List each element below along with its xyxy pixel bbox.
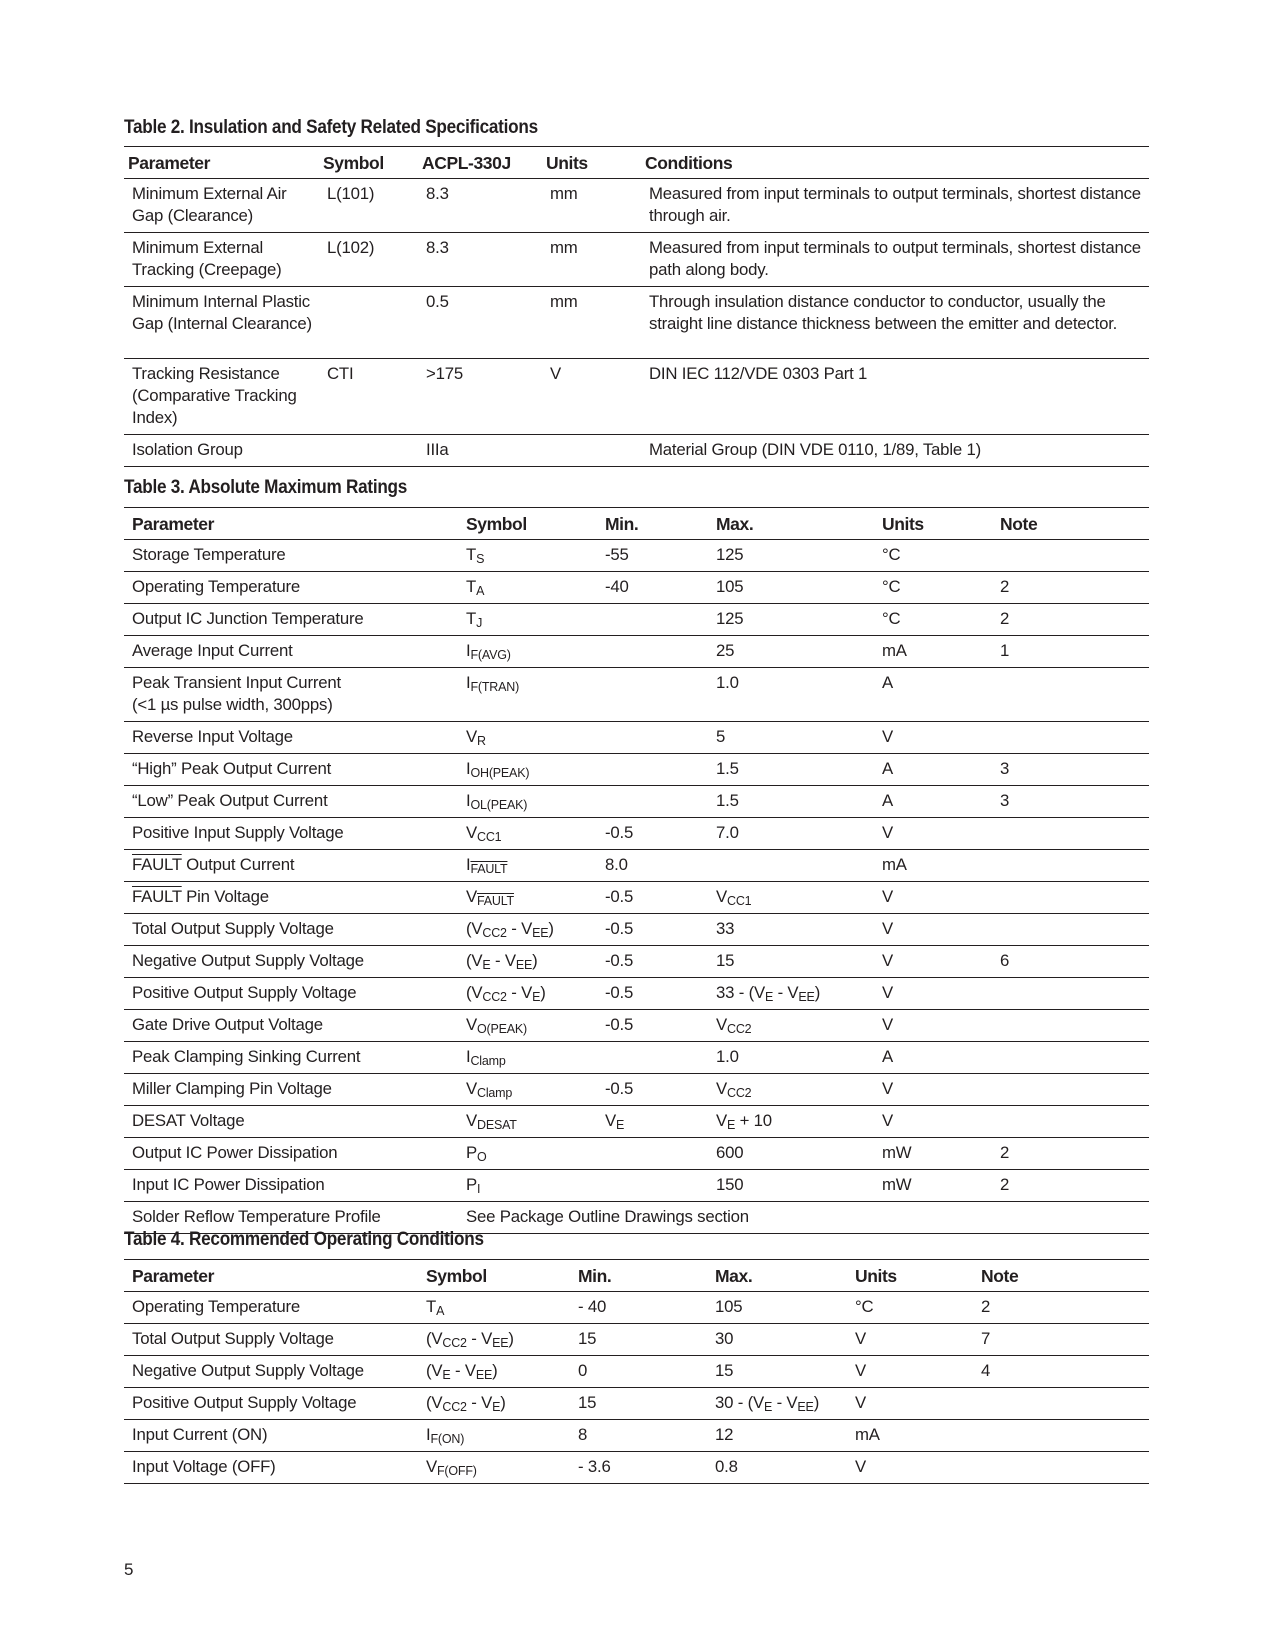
table-row [124, 1010, 1149, 1042]
cell-units: A [874, 668, 992, 722]
cell-value: 0.5 [418, 287, 542, 359]
page-number: 5 [124, 1560, 134, 1579]
cell-units: V [874, 1074, 992, 1106]
cell-parameter: Miller Clamping Pin Voltage [124, 1074, 458, 1106]
cell-parameter: Output IC Power Dissipation [124, 1138, 458, 1170]
cell-min: -0.5 [597, 1010, 708, 1042]
cell-parameter: Total Output Supply Voltage [124, 914, 458, 946]
table-row [124, 914, 1149, 946]
cell-max: $V_E + 10$ [708, 1106, 874, 1138]
cell-max: $30 - (V_E - V_{EE})$ [707, 1388, 847, 1420]
cell-min [597, 1170, 708, 1202]
cell-units: V [847, 1452, 973, 1484]
table4-title: Table 4. Recommended Operating Conditions [124, 1228, 484, 1250]
cell-note [992, 1074, 1149, 1106]
table-row [124, 946, 1149, 978]
cell-symbol: $(V_{CC2} - V_{EE})$ [458, 914, 597, 946]
cell-units: V [874, 946, 992, 978]
column-header-max: Max. [707, 1260, 847, 1292]
cell-value: 8.3 [418, 233, 542, 287]
table-row [124, 604, 1149, 636]
cell-symbol: $(V_{CC2} - V_E)$ [458, 978, 597, 1010]
cell-min: 8 [570, 1420, 707, 1452]
cell-units: V [542, 359, 641, 435]
table-row [124, 179, 1149, 233]
cell-min: 15 [570, 1324, 707, 1356]
cell-symbol: $P_I$ [458, 1170, 597, 1202]
cell-units: V [874, 818, 992, 850]
cell-min [597, 786, 708, 818]
cell-symbol: CTI [319, 359, 418, 435]
cell-symbol: $T_A$ [418, 1292, 570, 1324]
cell-units: mm [542, 179, 641, 233]
cell-note: 2 [992, 1170, 1149, 1202]
column-header-note: Note [992, 508, 1149, 540]
cell-max: 105 [708, 572, 874, 604]
cell-symbol: $I_{Clamp}$ [458, 1042, 597, 1074]
cell-note [992, 1010, 1149, 1042]
table3-title: Table 3. Absolute Maximum Ratings [124, 476, 408, 498]
cell-max: 0.8 [707, 1452, 847, 1484]
cell-conditions: Measured from input terminals to output terminals, shortest distance path along body. [641, 233, 1149, 287]
table-row [124, 1106, 1149, 1138]
cell-min: -55 [597, 540, 708, 572]
column-header-units: Units [542, 147, 641, 179]
cell-parameter: Minimum Internal Plastic Gap (Internal Clearance) [124, 287, 319, 359]
cell-note [992, 540, 1149, 572]
table-row [124, 882, 1149, 914]
cell-units: V [874, 1106, 992, 1138]
cell-min: - 3.6 [570, 1452, 707, 1484]
cell-symbol: L(101) [319, 179, 418, 233]
cell-symbol: $T_A$ [458, 572, 597, 604]
cell-max: 15 [707, 1356, 847, 1388]
cell-symbol: $V_{F(OFF)}$ [418, 1452, 570, 1484]
cell-symbol: $(V_E - V_{EE})$ [458, 946, 597, 978]
table-row [124, 233, 1149, 287]
cell-parameter: Minimum External Tracking (Creepage) [124, 233, 319, 287]
cell-note-spanning: See Package Outline Drawings section [458, 1202, 1149, 1234]
table-row [124, 722, 1149, 754]
cell-min: 0 [570, 1356, 707, 1388]
cell-note: 3 [992, 786, 1149, 818]
cell-units: V [847, 1356, 973, 1388]
cell-min [597, 1138, 708, 1170]
cell-symbol: $I_{F(AVG)}$ [458, 636, 597, 668]
cell-max: 12 [707, 1420, 847, 1452]
cell-symbol: $I_{FAULT}$ [458, 850, 597, 882]
cell-parameter: DESAT Voltage [124, 1106, 458, 1138]
cell-note [992, 668, 1149, 722]
cell-symbol: $(V_{CC2} - V_E)$ [418, 1388, 570, 1420]
table-row [124, 850, 1149, 882]
column-header-max: Max. [708, 508, 874, 540]
column-header-conditions: Conditions [641, 147, 1149, 179]
column-header-min: Min. [597, 508, 708, 540]
cell-min [597, 668, 708, 722]
cell-units: °C [874, 572, 992, 604]
cell-note [992, 818, 1149, 850]
cell-min: 15 [570, 1388, 707, 1420]
cell-max: 150 [708, 1170, 874, 1202]
cell-note: 2 [992, 604, 1149, 636]
column-header-symbol: Symbol [319, 147, 418, 179]
cell-units: mm [542, 287, 641, 359]
table-row [124, 786, 1149, 818]
cell-units: mW [874, 1138, 992, 1170]
cell-parameter: Operating Temperature [124, 572, 458, 604]
table-row [124, 818, 1149, 850]
table-row [124, 1292, 1149, 1324]
table-row [124, 1388, 1149, 1420]
cell-note [973, 1388, 1149, 1420]
cell-parameter: Total Output Supply Voltage [124, 1324, 418, 1356]
cell-max: 7.0 [708, 818, 874, 850]
cell-note: 3 [992, 754, 1149, 786]
cell-note: 2 [992, 572, 1149, 604]
table-row [124, 572, 1149, 604]
cell-units: V [847, 1324, 973, 1356]
table-body [124, 179, 1149, 467]
cell-units: mA [874, 636, 992, 668]
cell-symbol: $(V_E - V_{EE})$ [418, 1356, 570, 1388]
table-row [124, 1042, 1149, 1074]
table-header-row [124, 147, 1149, 179]
table-row [124, 978, 1149, 1010]
cell-parameter: Reverse Input Voltage [124, 722, 458, 754]
cell-note [973, 1452, 1149, 1484]
cell-note: 7 [973, 1324, 1149, 1356]
cell-note [992, 850, 1149, 882]
cell-min: -0.5 [597, 978, 708, 1010]
table-row [124, 1452, 1149, 1484]
cell-conditions: Measured from input terminals to output terminals, shortest distance through air. [641, 179, 1149, 233]
cell-max: 1.5 [708, 786, 874, 818]
column-header-min: Min. [570, 1260, 707, 1292]
cell-note [992, 1042, 1149, 1074]
cell-symbol: $(V_{CC2} - V_{EE})$ [418, 1324, 570, 1356]
table-body [124, 540, 1149, 1234]
cell-symbol: $T_J$ [458, 604, 597, 636]
table4-recommended-operating-conditions [124, 1259, 1149, 1484]
cell-conditions: Material Group (DIN VDE 0110, 1/89, Table 1) [641, 435, 1149, 467]
column-header-symbol: Symbol [458, 508, 597, 540]
cell-max: 1.5 [708, 754, 874, 786]
cell-symbol: $T_S$ [458, 540, 597, 572]
table-row [124, 1420, 1149, 1452]
table-header-row [124, 1260, 1149, 1292]
cell-max [708, 850, 874, 882]
cell-note [973, 1420, 1149, 1452]
cell-units: A [874, 754, 992, 786]
cell-min: -40 [597, 572, 708, 604]
cell-min: -0.5 [597, 946, 708, 978]
cell-note [992, 882, 1149, 914]
column-header-parameter: Parameter [124, 1260, 418, 1292]
cell-symbol [319, 287, 418, 359]
cell-note: 6 [992, 946, 1149, 978]
table-row [124, 540, 1149, 572]
cell-value: 8.3 [418, 179, 542, 233]
cell-note [992, 914, 1149, 946]
cell-units: A [874, 1042, 992, 1074]
table-row [124, 1138, 1149, 1170]
cell-parameter: Positive Input Supply Voltage [124, 818, 458, 850]
cell-parameter: Negative Output Supply Voltage [124, 946, 458, 978]
column-header-units: Units [847, 1260, 973, 1292]
cell-max: 600 [708, 1138, 874, 1170]
cell-symbol: $V_{CC1}$ [458, 818, 597, 850]
cell-note: 1 [992, 636, 1149, 668]
table-row [124, 1324, 1149, 1356]
cell-units: V [847, 1388, 973, 1420]
table2-title: Table 2. Insulation and Safety Related Specifications [124, 116, 538, 138]
cell-units: V [874, 882, 992, 914]
cell-units: V [874, 978, 992, 1010]
cell-units: °C [874, 540, 992, 572]
cell-note [992, 978, 1149, 1010]
cell-note: 4 [973, 1356, 1149, 1388]
column-header-symbol: Symbol [418, 1260, 570, 1292]
cell-parameter: Output IC Junction Temperature [124, 604, 458, 636]
cell-conditions: Through insulation distance conductor to conductor, usually the straight line distance thickness between the emitter and detector. [641, 287, 1149, 359]
cell-max: 33 [708, 914, 874, 946]
cell-symbol: $P_O$ [458, 1138, 597, 1170]
cell-units: mA [874, 850, 992, 882]
cell-min: 8.0 [597, 850, 708, 882]
cell-max: $V_{CC1}$ [708, 882, 874, 914]
cell-parameter: Peak Clamping Sinking Current [124, 1042, 458, 1074]
cell-value: IIIa [418, 435, 542, 467]
cell-units [542, 435, 641, 467]
cell-min: - 40 [570, 1292, 707, 1324]
cell-units: °C [874, 604, 992, 636]
cell-min [597, 722, 708, 754]
cell-max: 15 [708, 946, 874, 978]
table-row [124, 287, 1149, 359]
cell-value: >175 [418, 359, 542, 435]
cell-units: mA [847, 1420, 973, 1452]
cell-min [597, 754, 708, 786]
cell-symbol: $V_{Clamp}$ [458, 1074, 597, 1106]
cell-min [597, 1042, 708, 1074]
table3-absolute-maximum-ratings [124, 507, 1149, 1234]
cell-parameter: Negative Output Supply Voltage [124, 1356, 418, 1388]
cell-min: -0.5 [597, 882, 708, 914]
cell-min [597, 604, 708, 636]
cell-units: °C [847, 1292, 973, 1324]
cell-parameter: Solder Reflow Temperature Profile [124, 1202, 458, 1234]
cell-parameter: Input Voltage (OFF) [124, 1452, 418, 1484]
cell-symbol: $I_{F(TRAN)}$ [458, 668, 597, 722]
table-row [124, 636, 1149, 668]
table-row [124, 359, 1149, 435]
cell-symbol: $V_{FAULT}$ [458, 882, 597, 914]
cell-parameter: “High” Peak Output Current [124, 754, 458, 786]
cell-parameter: FAULT Output Current [124, 850, 458, 882]
cell-parameter: Operating Temperature [124, 1292, 418, 1324]
table-body [124, 1292, 1149, 1484]
cell-max: 1.0 [708, 1042, 874, 1074]
cell-note: 2 [992, 1138, 1149, 1170]
cell-conditions: DIN IEC 112/VDE 0303 Part 1 [641, 359, 1149, 435]
table-row [124, 1074, 1149, 1106]
column-header-parameter: Parameter [124, 508, 458, 540]
column-header-parameter: Parameter [124, 147, 319, 179]
cell-note: 2 [973, 1292, 1149, 1324]
cell-symbol [319, 435, 418, 467]
cell-parameter: Average Input Current [124, 636, 458, 668]
cell-max: 25 [708, 636, 874, 668]
cell-units: V [874, 1010, 992, 1042]
cell-units: mm [542, 233, 641, 287]
cell-symbol: $V_R$ [458, 722, 597, 754]
cell-symbol: $I_{OH(PEAK)}$ [458, 754, 597, 786]
cell-note [992, 722, 1149, 754]
cell-min: -0.5 [597, 1074, 708, 1106]
cell-symbol: $V_{O(PEAK)}$ [458, 1010, 597, 1042]
cell-parameter: Positive Output Supply Voltage [124, 1388, 418, 1420]
cell-parameter: Minimum External Air Gap (Clearance) [124, 179, 319, 233]
cell-max: 1.0 [708, 668, 874, 722]
cell-max: $V_{CC2}$ [708, 1010, 874, 1042]
cell-parameter: “Low” Peak Output Current [124, 786, 458, 818]
column-header-value: ACPL-330J [418, 147, 542, 179]
table-row [124, 1356, 1149, 1388]
cell-units: A [874, 786, 992, 818]
cell-parameter: Storage Temperature [124, 540, 458, 572]
cell-max: 5 [708, 722, 874, 754]
cell-max: $33 - (V_E - V_{EE})$ [708, 978, 874, 1010]
cell-min [597, 636, 708, 668]
cell-max: 125 [708, 540, 874, 572]
table-header-row [124, 508, 1149, 540]
table2-insulation-safety [124, 146, 1149, 467]
cell-parameter: Gate Drive Output Voltage [124, 1010, 458, 1042]
table-row [124, 668, 1149, 722]
cell-parameter: Positive Output Supply Voltage [124, 978, 458, 1010]
cell-note [992, 1106, 1149, 1138]
table-row [124, 435, 1149, 467]
cell-max: 30 [707, 1324, 847, 1356]
column-header-units: Units [874, 508, 992, 540]
cell-symbol: L(102) [319, 233, 418, 287]
cell-units: V [874, 722, 992, 754]
column-header-note: Note [973, 1260, 1149, 1292]
cell-min: -0.5 [597, 818, 708, 850]
cell-parameter: Tracking Resistance (Comparative Tracking Index) [124, 359, 319, 435]
cell-max: 105 [707, 1292, 847, 1324]
cell-min: $V_E$ [597, 1106, 708, 1138]
cell-symbol: $I_{OL(PEAK)}$ [458, 786, 597, 818]
table-row [124, 754, 1149, 786]
cell-units: V [874, 914, 992, 946]
cell-parameter: Input Current (ON) [124, 1420, 418, 1452]
cell-parameter: Input IC Power Dissipation [124, 1170, 458, 1202]
cell-max: 125 [708, 604, 874, 636]
cell-parameter: Isolation Group [124, 435, 319, 467]
table-row [124, 1170, 1149, 1202]
cell-symbol: $V_{DESAT}$ [458, 1106, 597, 1138]
cell-parameter: Peak Transient Input Current (<1 µs pulse width, 300pps) [124, 668, 458, 722]
cell-max: $V_{CC2}$ [708, 1074, 874, 1106]
cell-units: mW [874, 1170, 992, 1202]
cell-parameter: FAULT Pin Voltage [124, 882, 458, 914]
cell-symbol: $I_{F(ON)}$ [418, 1420, 570, 1452]
cell-min: -0.5 [597, 914, 708, 946]
